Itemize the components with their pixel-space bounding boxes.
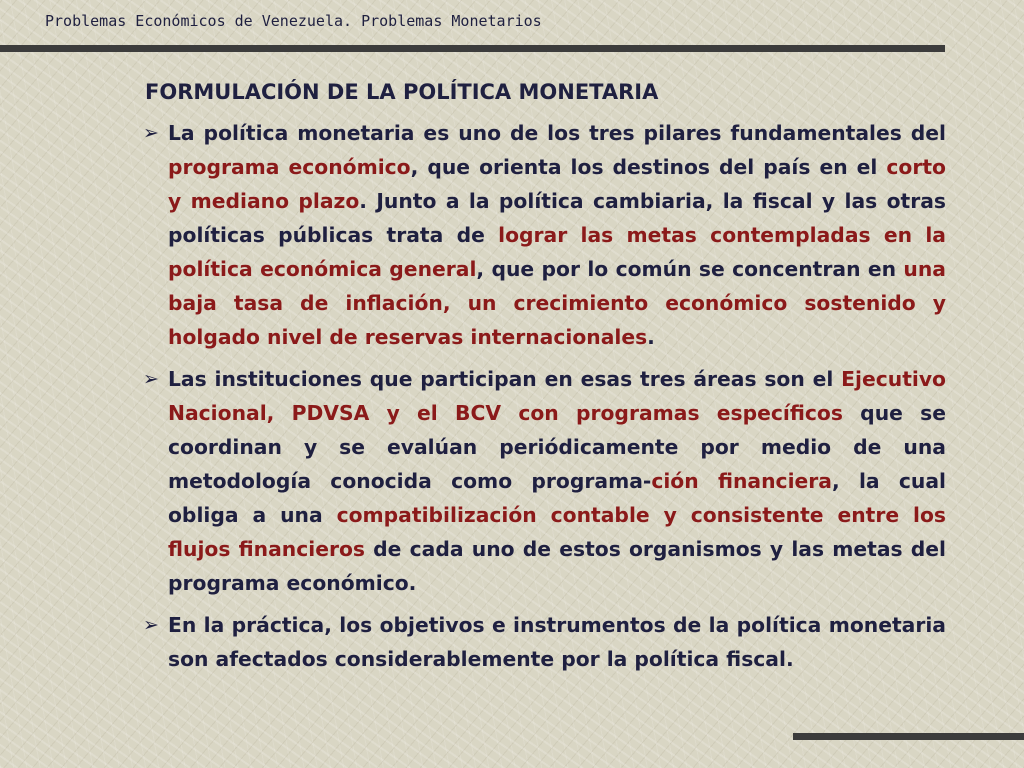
text-segment: de cada uno de estos organismos y las metas del programa económico. [168,537,946,595]
highlighted-text: Ejecutivo Nacional, PDVSA y el BCV con programas específicos [168,367,946,425]
text-segment: que se coordinan y se evalúan periódicamente por medio de una metodología conocida como programa- [168,401,946,493]
bullet-text [168,121,946,349]
text-segment: , que orienta los destinos del país en el [410,155,887,179]
text-segment: La política monetaria es uno de los tres pilares fundamentales del [168,121,946,145]
bullet-item [143,608,946,676]
slide-title: FORMULACIÓN DE LA POLÍTICA MONETARIA [145,80,659,104]
highlighted-text: programa económico [168,155,411,179]
text-segment: , la cual obliga a una [168,469,946,527]
highlighted-text: lograr las metas contempladas en la política económica general [168,223,946,281]
text-segment: . Junto a la política cambiaria, la fiscal y las otras políticas públicas trata de [168,189,946,247]
footer-rule [793,733,1024,740]
arrow-bullet-icon: ➢ [143,368,159,390]
slide-content [143,80,946,684]
bullet-text [168,367,946,595]
highlighted-text: ción financiera [651,469,832,493]
highlighted-text: compatibilización contable y consistente entre los flujos financieros [168,503,946,561]
header-title: Problemas Económicos de Venezuela. Problemas Monetarios [45,12,542,30]
arrow-bullet-icon: ➢ [143,122,159,144]
text-segment: Las instituciones que participan en esas tres áreas son el [168,367,842,391]
highlighted-text: una baja tasa de inflación, un crecimiento económico sostenido y holgado nivel de reservas internacionales [168,257,946,349]
text-segment: . [647,325,655,349]
bullet-item [143,116,946,354]
bullet-text [168,613,946,671]
text-segment: En la práctica, los objetivos e instrumentos de la política monetaria son afectados considerablemente por la política fiscal. [168,613,946,671]
bullet-item [143,362,946,600]
arrow-bullet-icon: ➢ [143,614,159,636]
highlighted-text: corto y mediano plazo [168,155,946,213]
text-segment: , que por lo común se concentran en [476,257,904,281]
header-rule [0,45,945,52]
